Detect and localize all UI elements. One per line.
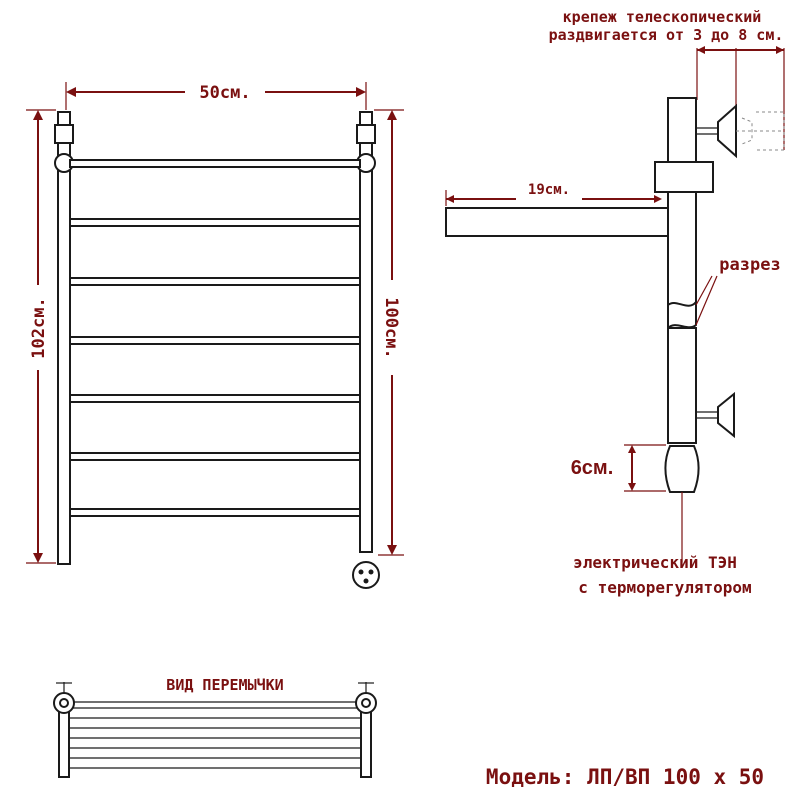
jumper-right-connector xyxy=(356,682,376,713)
left-riser xyxy=(58,112,70,564)
bar-2 xyxy=(70,219,360,226)
width-dimension xyxy=(66,82,366,110)
depth-dimension xyxy=(446,182,662,206)
heater-note-line1: электрический ТЭН xyxy=(573,553,737,572)
side-collar xyxy=(655,162,713,192)
mount-height-dimension xyxy=(374,110,404,555)
bottom-wall-mount xyxy=(696,394,734,436)
top-wall-mount xyxy=(696,106,784,156)
total-height-label: 102см. xyxy=(29,297,49,359)
right-top-cap xyxy=(357,125,375,143)
mount-note-line2: раздвигается от 3 до 8 см. xyxy=(548,26,784,44)
horizontal-bars xyxy=(70,160,360,516)
depth-label: 19см. xyxy=(527,182,571,198)
mount-note-line1: крепеж телескопический xyxy=(562,8,762,26)
left-top-cap xyxy=(55,125,73,143)
bar-5 xyxy=(70,395,360,402)
jumper-left-connector xyxy=(54,682,74,713)
heater-height-dimension xyxy=(571,445,666,491)
cut-break xyxy=(668,302,696,328)
bar-7 xyxy=(70,509,360,516)
jumper-right-post xyxy=(361,712,371,777)
front-view xyxy=(26,82,404,588)
side-arm xyxy=(446,208,668,236)
width-label: 50см. xyxy=(199,83,251,103)
bar-1 xyxy=(70,160,360,167)
mount-height-label: 100см. xyxy=(381,297,401,359)
side-riser-lower xyxy=(668,328,696,443)
jumper-title: ВИД ПЕРЕМЫЧКИ xyxy=(166,676,284,694)
cut-label: разрез xyxy=(719,255,781,275)
side-view xyxy=(446,8,784,597)
bar-3 xyxy=(70,278,360,285)
heater-height-label: 6см. xyxy=(570,457,614,479)
heater-element xyxy=(666,446,699,492)
heater-knob xyxy=(353,562,379,588)
jumper-rails xyxy=(64,702,366,768)
bar-6 xyxy=(70,453,360,460)
jumper-view xyxy=(54,676,376,777)
bar-4 xyxy=(70,337,360,344)
heater-note-line2: с терморегулятором xyxy=(578,578,752,597)
total-height-dimension xyxy=(26,110,56,563)
side-riser-upper xyxy=(668,98,696,308)
jumper-left-post xyxy=(59,712,69,777)
right-riser xyxy=(360,112,372,552)
model-label: Модель: ЛП/ВП 100 x 50 xyxy=(485,765,765,789)
